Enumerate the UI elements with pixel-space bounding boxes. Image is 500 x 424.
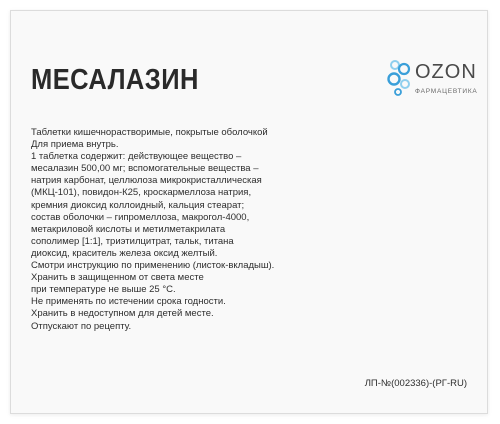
instruction-line: Смотри инструкцию по применению (листок-вкладыш). <box>31 260 275 272</box>
instruction-line: диоксид, краситель железа оксид желтый. <box>31 247 218 259</box>
instruction-line: Хранить в недоступном для детей месте. <box>31 308 214 320</box>
instruction-line: сополимер [1:1], триэтилцитрат, тальк, титана <box>31 235 234 247</box>
instruction-line: натрия карбонат, целлюлоза микрокристаллическая <box>31 175 262 187</box>
instruction-line: при температуре не выше 25 °С. <box>31 284 176 296</box>
instruction-line: (МКЦ-101), повидон-К25, кроскармеллоза натрия, <box>31 187 252 199</box>
product-name: МЕСАЛАЗИН <box>31 64 199 96</box>
package-instructions <box>31 127 331 333</box>
instruction-line: состав оболочки – гипромеллоза, макрогол-4000, <box>31 211 250 223</box>
instruction-line: 1 таблетка содержит: действующее вещество – <box>31 151 242 163</box>
instruction-line: Хранить в защищенном от света месте <box>31 272 204 284</box>
ozon-logo-icon <box>385 55 415 103</box>
instruction-line: Отпускают по рецепту. <box>31 320 132 332</box>
brand-subtitle: ФАРМАЦЕВТИКА <box>415 88 478 95</box>
instruction-line: Не применять по истечении срока годности. <box>31 296 226 308</box>
instruction-line: Таблетки кишечнорастворимые, покрытые оболочкой <box>31 127 268 138</box>
registration-number: ЛП-№(002336)-(РГ-RU) <box>364 378 467 389</box>
brand-name: OZON <box>415 61 477 83</box>
instruction-line: месалазин 500,00 мг; вспомогательные вещества – <box>31 163 259 175</box>
instruction-line: кремния диоксид коллоидный, кальция стеарат; <box>31 199 245 211</box>
brand-logo <box>385 55 485 115</box>
instruction-line: метакриловой кислоты и метилметакрилата <box>31 223 226 235</box>
instruction-line: Для приема внутрь. <box>31 139 119 151</box>
